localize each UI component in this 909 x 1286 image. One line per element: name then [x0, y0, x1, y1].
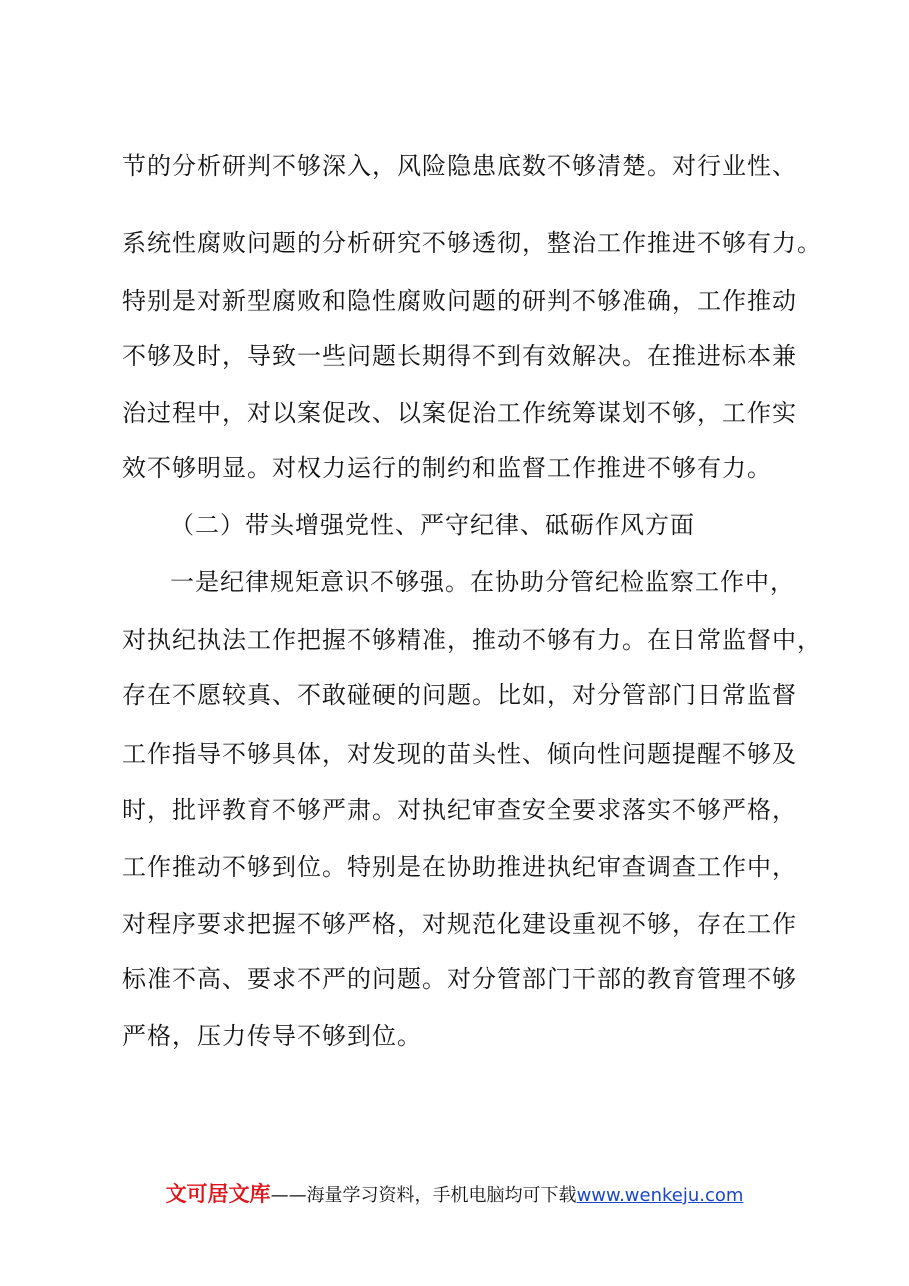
- text-line: 工作推动不够到位。特别是在协助推进执纪审查调查工作中，: [122, 853, 797, 881]
- text-line: 时，批评教育不够严肃。对执纪审查安全要求落实不够严格，: [122, 796, 797, 824]
- text-line: 标准不高、要求不严的问题。对分管部门干部的教育管理不够: [122, 965, 797, 993]
- text-line: 不够及时，导致一些问题长期得不到有效解决。在推进标本兼: [122, 342, 797, 370]
- text-line: 存在不愿较真、不敢碰硬的问题。比如，对分管部门日常监督: [122, 681, 797, 709]
- text-line: 节的分析研判不够深入，风险隐患底数不够清楚。对行业性、: [122, 152, 797, 180]
- text-line: 一是纪律规矩意识不够强。在协助分管纪检监察工作中，: [170, 568, 795, 596]
- text-line: 治过程中，对以案促改、以案促治工作统筹谋划不够，工作实: [122, 399, 797, 427]
- text-line: 特别是对新型腐败和隐性腐败问题的研判不够准确，工作推动: [122, 287, 797, 315]
- text-line: 对程序要求把握不够严格，对规范化建设重视不够，存在工作: [122, 910, 797, 938]
- text-line: 严格，压力传导不够到位。: [122, 1022, 422, 1050]
- text-line: 系统性腐败问题的分析研究不够透彻，整治工作推进不够有力。: [122, 229, 822, 257]
- text-line: 效不够明显。对权力运行的制约和监督工作推进不够有力。: [122, 454, 772, 482]
- text-line: 对执纪执法工作把握不够精准，推动不够有力。在日常监督中，: [122, 626, 822, 654]
- footer-tagline: ——海量学习资料，手机电脑均可下载: [270, 1185, 577, 1206]
- section-heading: （二）带头增强党性、严守纪律、砥砺作风方面: [170, 511, 695, 539]
- text-line: 工作指导不够具体，对发现的苗头性、倾向性问题提醒不够及: [122, 740, 797, 768]
- footer-site-link[interactable]: www.wenkeju.com: [576, 1185, 744, 1206]
- footer-brand: 文可居文库: [165, 1182, 271, 1206]
- page-footer: [0, 1181, 909, 1209]
